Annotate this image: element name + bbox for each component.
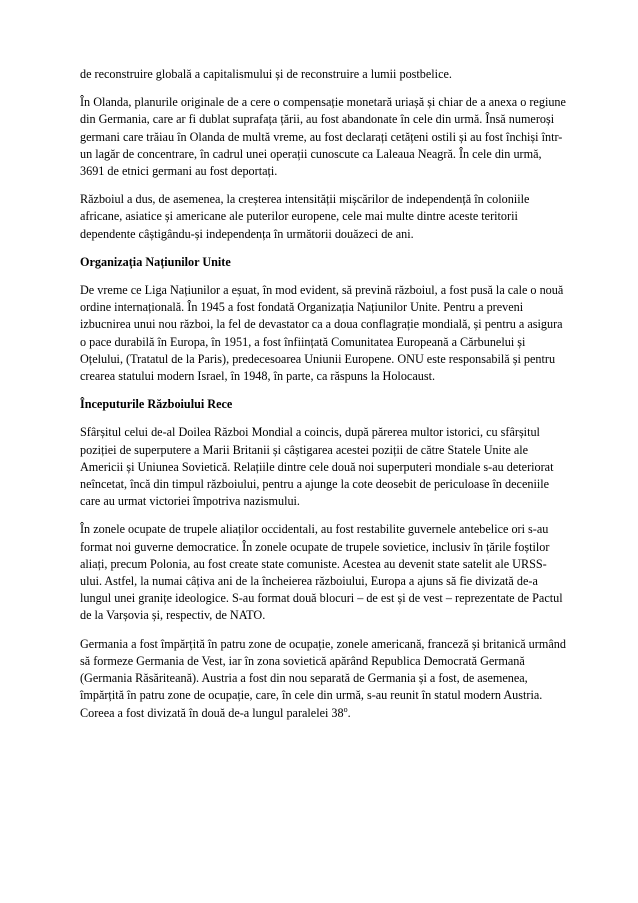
paragraph-germany-division-text: Germania a fost împărțită în patru zone de ocupație, zonele americană, franceză și britanică urmând să formeze Germania de Vest, iar în zona sovietică apărând Republica Democrată Germană (Germania Răsăriteană). Austria a fost din nou separată de Germania și a fost, de asemenea, împărțită în patru zone de ocupație, care, în cele din urmă, s-au reunit în statul modern Austria. Coreea a fost divizată în două de-a lungul paralelei 38: [80, 636, 566, 720]
paragraph-independence-movements: Războiul a dus, de asemenea, la creșterea intensității mișcărilor de independență în coloniile africane, asiatice și americane ale puterilor europene, cele mai multe dintre aceste teritorii dependente câștigându-și independența în următorii douăzeci de ani.: [80, 192, 530, 241]
paragraph-germany-division-end: .: [347, 705, 351, 720]
paragraph-netherlands: În Olanda, planurile originale de a cere o compensație monetară uriașă și chiar de a anexa o regiune din Germania, care ar fi dublat suprafața țării, au fost abandonate în cele din urmă. Însă numeroși germani care trăiau în Olanda de multă vreme, au fost declarați cetățeni ostili și au fost închiși într-un lagăr de concentrare, în cadrul unei operații cunoscute ca Laleaua Neagră. În cele din urmă, 3691 de etnici germani au fost deportați.: [80, 95, 566, 179]
heading-united-nations: Organizația Națiunilor Unite: [80, 254, 231, 269]
document-body: [80, 66, 568, 733]
paragraph-intro-continuation: de reconstruire globală a capitalismului și de reconstruire a lumii postbelice.: [80, 67, 452, 81]
paragraph-occupied-zones: În zonele ocupate de trupele aliaților occidentali, au fost restabilite guvernele antebelice ori s-au format noi guverne democratice. În zonele ocupate de trupele sovietice, inclusiv în țările foștilor aliați, precum Polonia, au fost create state comuniste. Acestea au devenit state satelit ale URSS-ului. Astfel, la numai câțiva ani de la încheierea războiului, Europa a ajuns să fie divizată de-a lungul unei granițe ideologice. S-au format două blocuri – de est și de vest – reprezentate de Pactul de la Varșovia și, respectiv, de NATO.: [80, 522, 563, 623]
paragraph-united-nations: De vreme ce Liga Națiunilor a eșuat, în mod evident, să prevină războiul, a fost pusă la cale o nouă ordine internațională. În 1945 a fost fondată Organizația Națiunilor Unite. Pentru a preveni izbucnirea unui nou război, la fel de devastator ca a doua conflagrație mondială, și pentru a asigura o pace durabilă în Europa, în 1951, a fost înființată Comunitatea Europeană a Cărbunelui și Oțelului, (Tratatul de la Paris), predecesoarea Uniunii Europene. ONU este responsabilă și pentru crearea statului modern Israel, în 1948, în parte, ca răspuns la Holocaust.: [80, 283, 564, 384]
degree-superscript: o: [343, 704, 348, 714]
paragraph-germany-division: [80, 636, 568, 722]
paragraph-superpowers: Sfârșitul celui de-al Doilea Război Mondial a coincis, după părerea multor istorici, cu sfârșitul poziției de superputere a Marii Britanii și câștigarea acestei poziții de către Statele Unite ale Americii și Uniunea Sovietică. Relațiile dintre cele două noi superputeri mondiale s-au deteriorat neîncetat, încă din timpul războiului, pentru a ajunge la cote deosebit de periculoase în deceniile care au urmat victoriei împotriva nazismului.: [80, 425, 554, 509]
heading-cold-war-beginnings: Începuturile Războiului Rece: [80, 397, 233, 412]
